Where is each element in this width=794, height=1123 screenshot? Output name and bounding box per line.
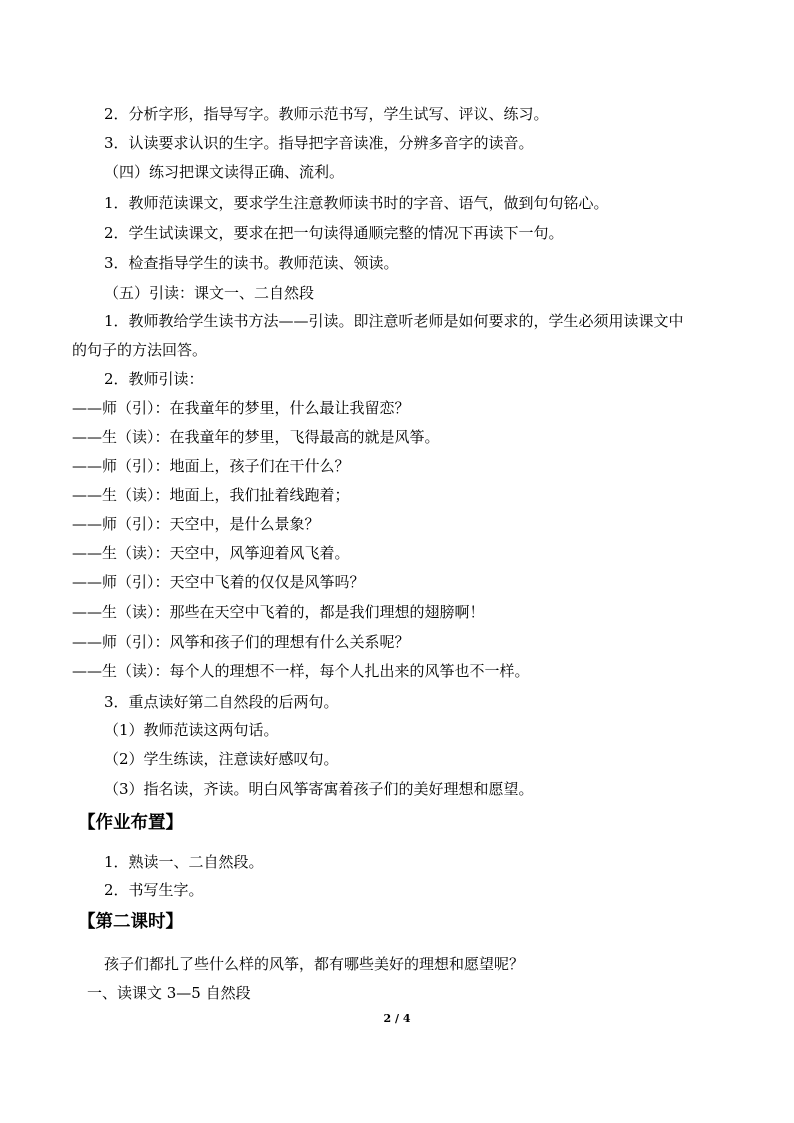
- homework-heading: 【作业布置】: [78, 813, 183, 833]
- paragraph-line: 一、读课文 3—5 自然段: [87, 984, 251, 1002]
- section-heading-five: （五）引读：课文一、二自然段: [104, 284, 315, 302]
- dialogue-line: ——师（引）：风筝和孩子们的理想有什么关系呢？: [72, 633, 410, 651]
- dialogue-line: ——生（读）：地面上，我们扯着线跑着；: [72, 486, 350, 504]
- second-lesson-heading: 【第二课时】: [78, 912, 183, 932]
- paragraph-line-continuation: 的句子的方法回答。: [72, 341, 208, 359]
- dialogue-line: ——师（引）：在我童年的梦里，什么最让我留恋？: [72, 399, 410, 417]
- dialogue-line: ——生（读）：那些在天空中飞着的，都是我们理想的翅膀啊！: [72, 603, 485, 621]
- dialogue-line: ——师（引）：天空中，是什么景象？: [72, 515, 320, 533]
- paragraph-line: 3．重点读好第二自然段的后两句。: [104, 693, 339, 711]
- paragraph-line: 2．分析字形，指导写字。教师示范书写，学生试写、评议、练习。: [104, 105, 549, 123]
- homework-item: 1．熟读一、二自然段。: [104, 853, 264, 871]
- dialogue-line: ——生（读）：天空中，风筝迎着风飞着。: [72, 544, 350, 562]
- paragraph-line: 2．教师引读：: [104, 370, 204, 388]
- paragraph-line: （1）教师范读这两句话。: [104, 721, 279, 739]
- paragraph-line: 2．学生试读课文，要求在把一句读得通顺完整的情况下再读下一句。: [104, 224, 564, 242]
- paragraph-line: 孩子们都扎了些什么样的风筝，都有哪些美好的理想和愿望呢？: [104, 955, 525, 973]
- paragraph-line: （2）学生练读，注意读好感叹句。: [104, 750, 339, 768]
- dialogue-line: ——生（读）：每个人的理想不一样，每个人扎出来的风筝也不一样。: [72, 662, 530, 680]
- paragraph-line: 1．教师范读课文，要求学生注意教师读书时的字音、语气，做到句句铭心。: [104, 194, 609, 212]
- page-number: 2 / 4: [383, 1012, 411, 1025]
- homework-item: 2．书写生字。: [104, 881, 204, 899]
- paragraph-line: 3．认读要求认识的生字。指导把字音读准，分辨多音字的读音。: [104, 134, 534, 152]
- paragraph-line: 1．教师教给学生读书方法——引读。即注意听老师是如何要求的，学生必须用读课文中: [104, 312, 684, 330]
- paragraph-line: 3．检查指导学生的读书。教师范读、领读。: [104, 254, 399, 272]
- dialogue-line: ——师（引）：天空中飞着的仅仅是风筝吗？: [72, 573, 365, 591]
- paragraph-line: （3）指名读，齐读。明白风筝寄寓着孩子们的美好理想和愿望。: [104, 780, 534, 798]
- dialogue-line: ——师（引）：地面上，孩子们在干什么？: [72, 457, 350, 475]
- dialogue-line: ——生（读）：在我童年的梦里，飞得最高的就是风筝。: [72, 428, 440, 446]
- section-heading-four: （四）练习把课文读得正确、流利。: [104, 163, 345, 181]
